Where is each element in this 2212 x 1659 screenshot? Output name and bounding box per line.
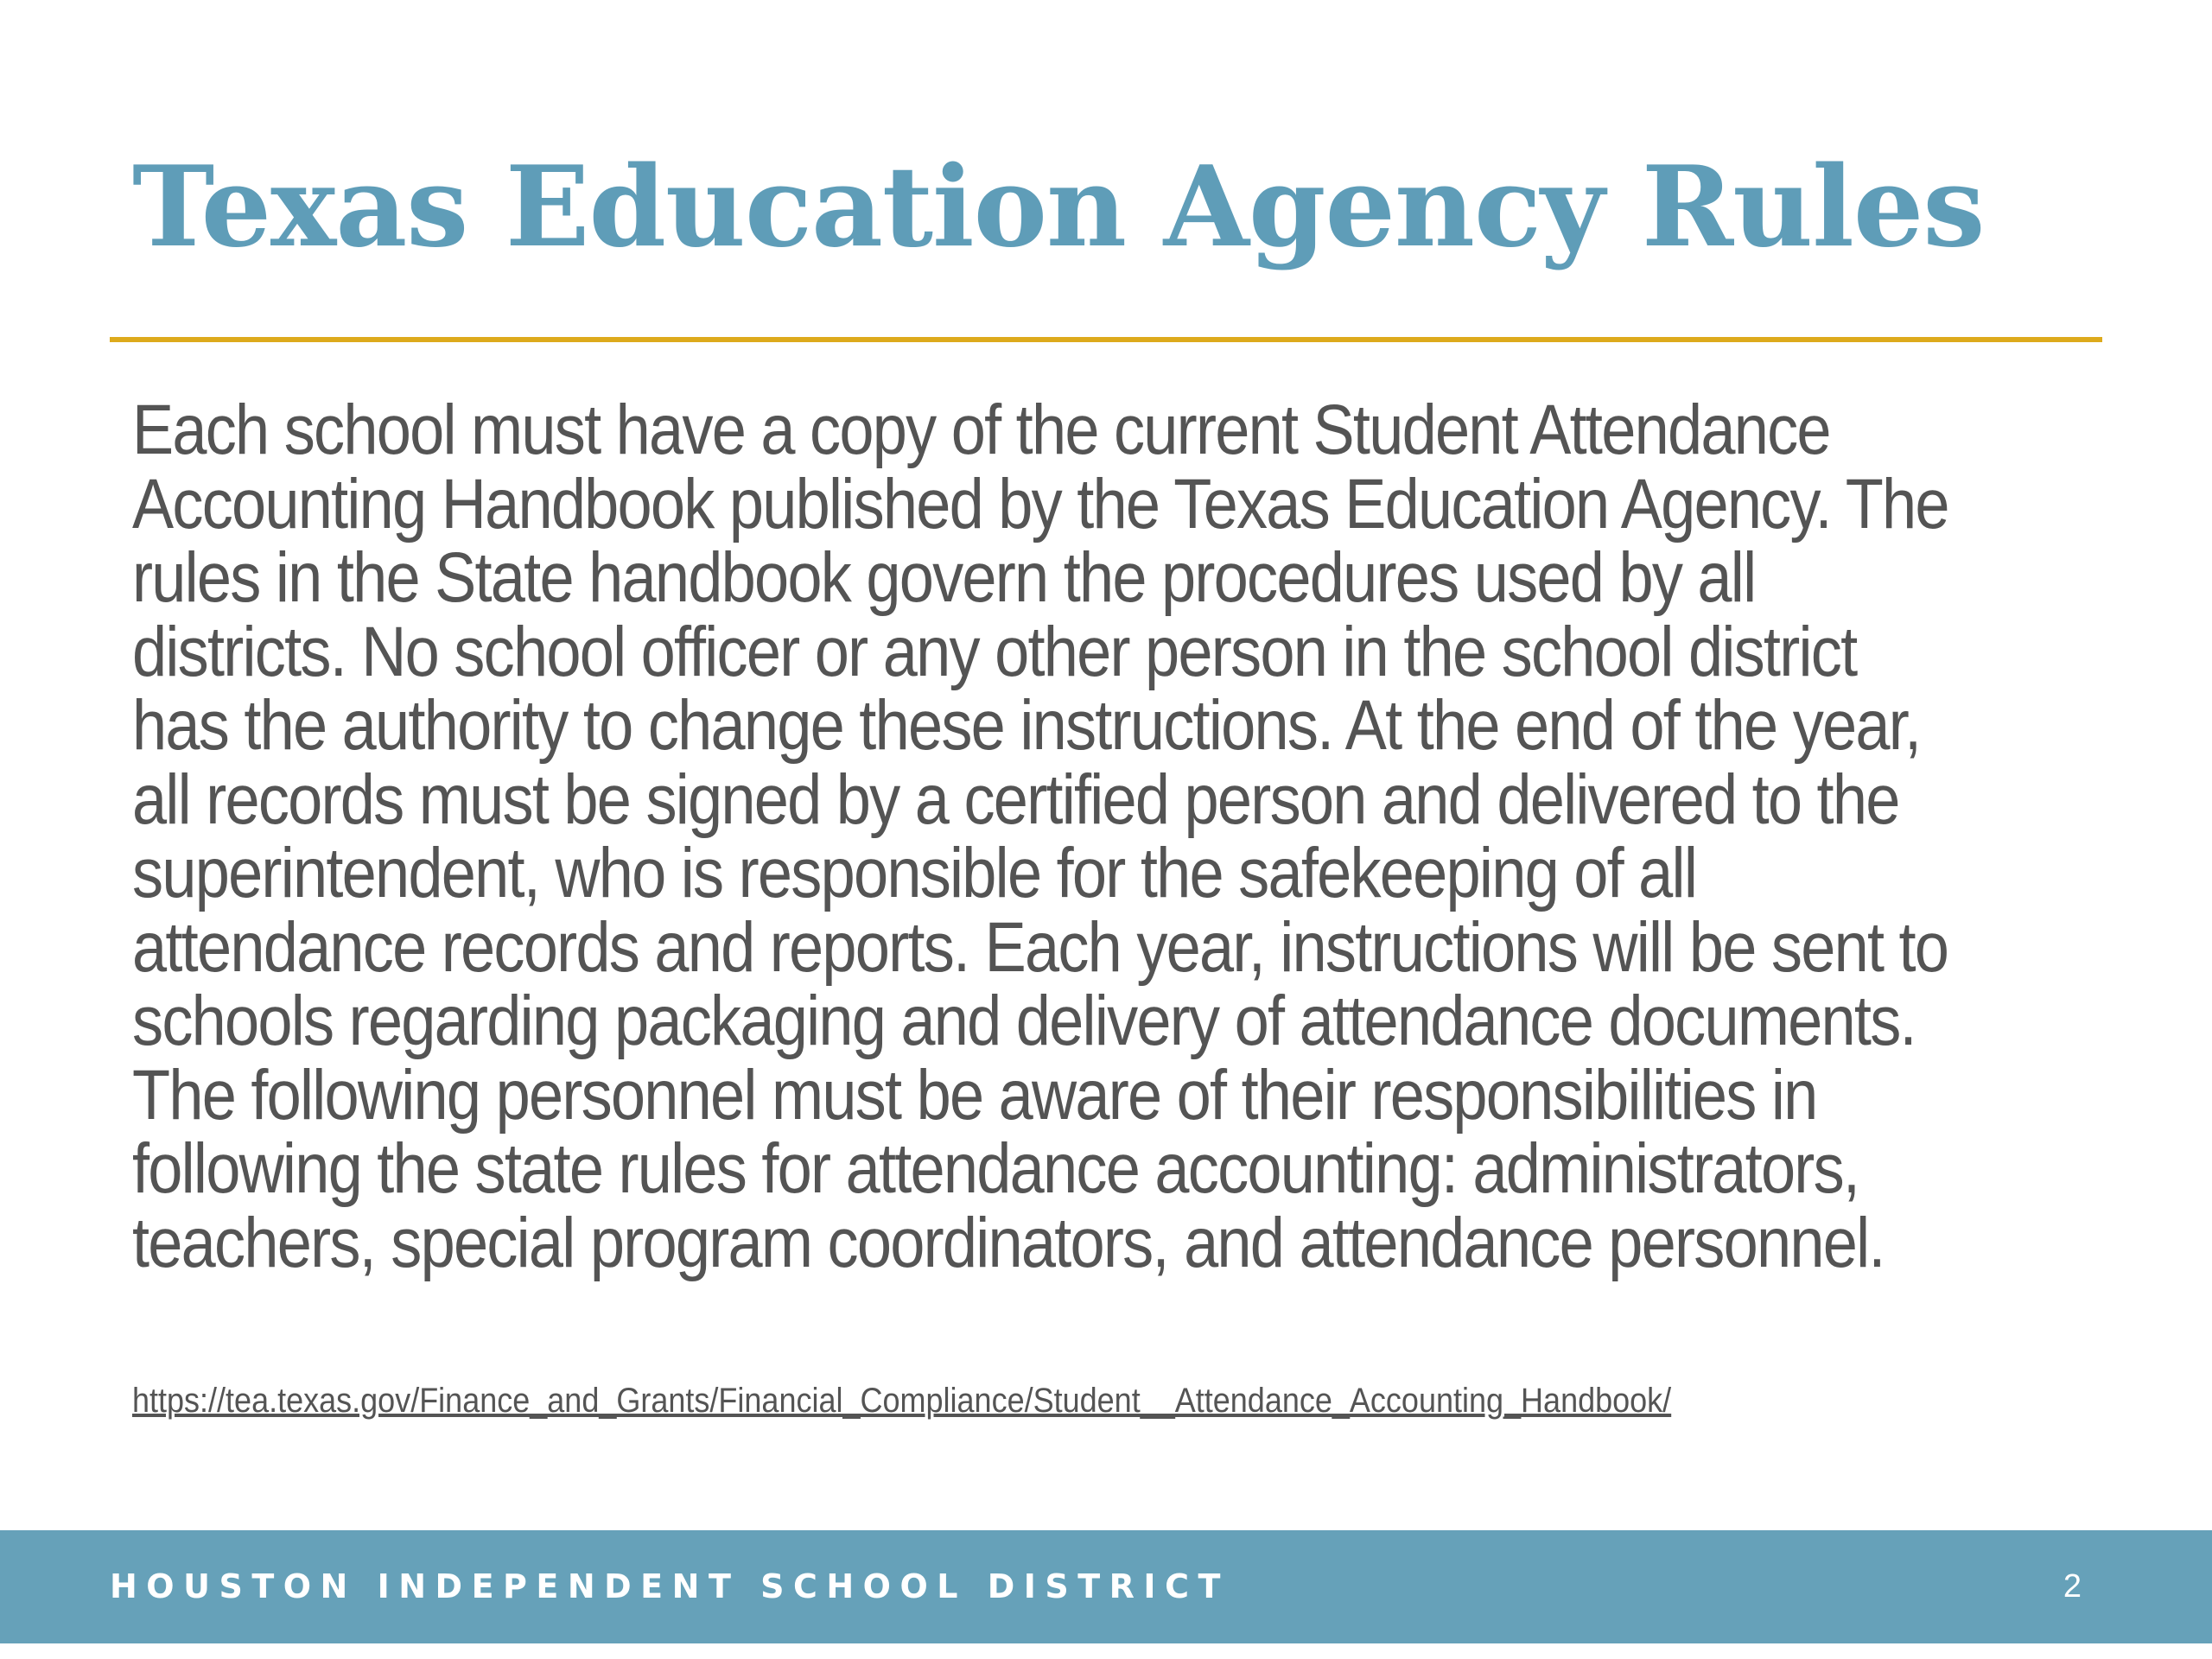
body-line: has the authority to change these instructions. At the end of the year, (132, 686, 1921, 765)
body-line: schools regarding packaging and delivery of attendance documents. (132, 982, 1916, 1060)
slide-body (132, 391, 1948, 1282)
body-line: superintendent, who is responsible for the safekeeping of all (132, 834, 1697, 912)
title-divider (110, 337, 2102, 342)
body-line: all records must be signed by a certified person and delivered to the (132, 760, 1899, 839)
body-line: Accounting Handbook published by the Texas Education Agency. The (132, 464, 1948, 543)
footer-bar (0, 1530, 2212, 1643)
body-line: The following personnel must be aware of their responsibilities in (132, 1055, 1817, 1135)
page-number: 2 (2063, 1568, 2082, 1605)
source-link[interactable]: https://tea.texas.gov/Finance_and_Grants/Financial_Compliance/Student__Attendance_Accounting_Handbook/ (132, 1382, 1672, 1420)
body-line: districts. No school officer or any other person in the school district (132, 612, 1857, 691)
body-line: following the state rules for attendance accounting: administrators, (132, 1129, 1859, 1208)
body-line: attendance records and reports. Each year, instructions will be sent to (132, 907, 1948, 987)
slide-title: Texas Education Agency Rules (132, 143, 1985, 272)
body-line: rules in the State handbook govern the procedures used by all (132, 538, 1756, 617)
body-line: Each school must have a copy of the current Student Attendance (132, 391, 1830, 469)
footer-organization: HOUSTON INDEPENDENT SCHOOL DISTRICT (110, 1567, 1230, 1605)
body-line: teachers, special program coordinators, and attendance personnel. (132, 1203, 1885, 1282)
